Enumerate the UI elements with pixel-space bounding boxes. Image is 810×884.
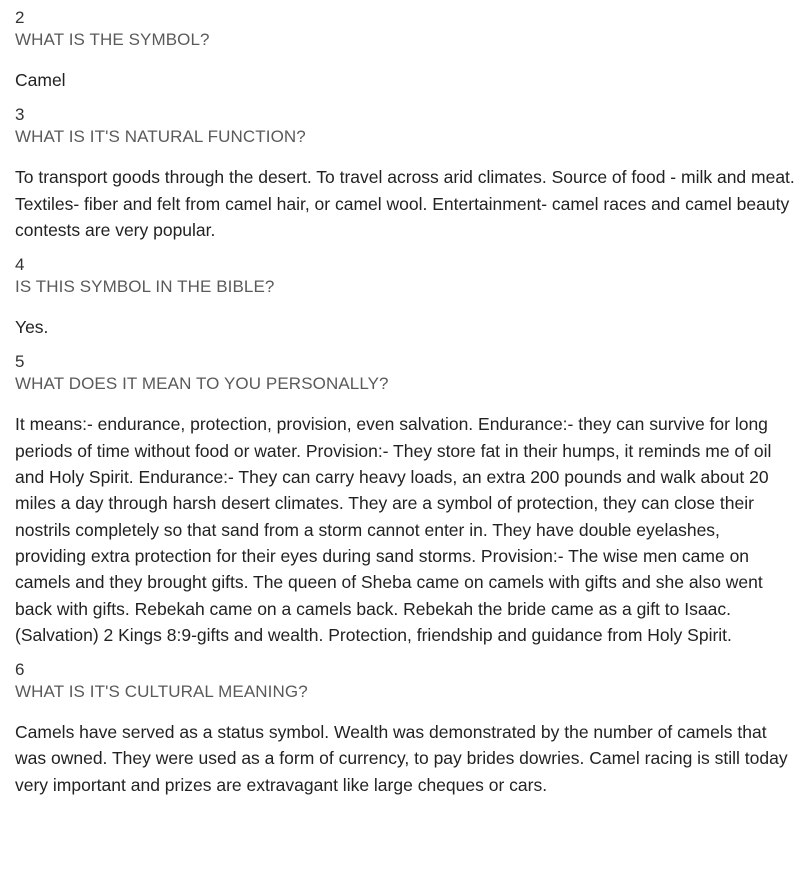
question-text: WHAT IS IT'S NATURAL FUNCTION? [15,127,306,147]
qa-item [15,659,795,798]
answer-text: Camel [15,70,66,90]
question-number: 2 [15,8,25,27]
answer-text: It means:- endurance, protection, provision, even salvation. Endurance:- they can survive for long periods of time without food or water. Provision:- They store fat in their humps, it reminds me of oil and Holy Spirit. Endurance:- They can carry heavy loads, an extra 200 pounds and walk about 20 miles a day through harsh desert climates. They are a symbol of protection, they can close their nostrils completely so that sand from a storm cannot enter in. They have double eyelashes, providing extra protection for their eyes during sand storms. Provision:- The wise men came on camels and they brought gifts. The queen of Sheba came on camels with gifts and she also went back with gifts. Rebekah came on a camels back. Rebekah the bride came as a gift to Isaac. (Salvation) 2 Kings 8:9-gifts and wealth. Protection, friendship and guidance from Holy Spirit. [15,414,772,645]
question-number: 5 [15,352,25,372]
answer-text: Camels have served as a status symbol. Wealth was demonstrated by the number of camels that was owned. They were used as a form of currency, to pay brides dowries. Camel racing is still today very important and prizes are extravagant like large cheques or cars. [15,722,788,795]
question-number: 3 [15,105,25,125]
question-text: WHAT DOES IT MEAN TO YOU PERSONALLY? [15,374,389,394]
question-text: WHAT IS THE SYMBOL? [15,30,210,49]
answer-text: Yes. [15,317,49,338]
qa-item [15,254,795,340]
answer-text: To transport goods through the desert. To travel across arid climates. Source of food - milk and meat. Textiles- fiber and felt from camel hair, or camel wool. Entertainment- camel races and camel beauty contests are very popular. [15,167,795,240]
question-number: 6 [15,660,25,680]
question-number: 4 [15,255,25,275]
qa-item [15,351,795,648]
question-text: IS THIS SYMBOL IN THE BIBLE? [15,277,275,297]
qa-item [15,7,795,93]
question-text: WHAT IS IT'S CULTURAL MEANING? [15,682,308,702]
qa-item [15,104,795,243]
